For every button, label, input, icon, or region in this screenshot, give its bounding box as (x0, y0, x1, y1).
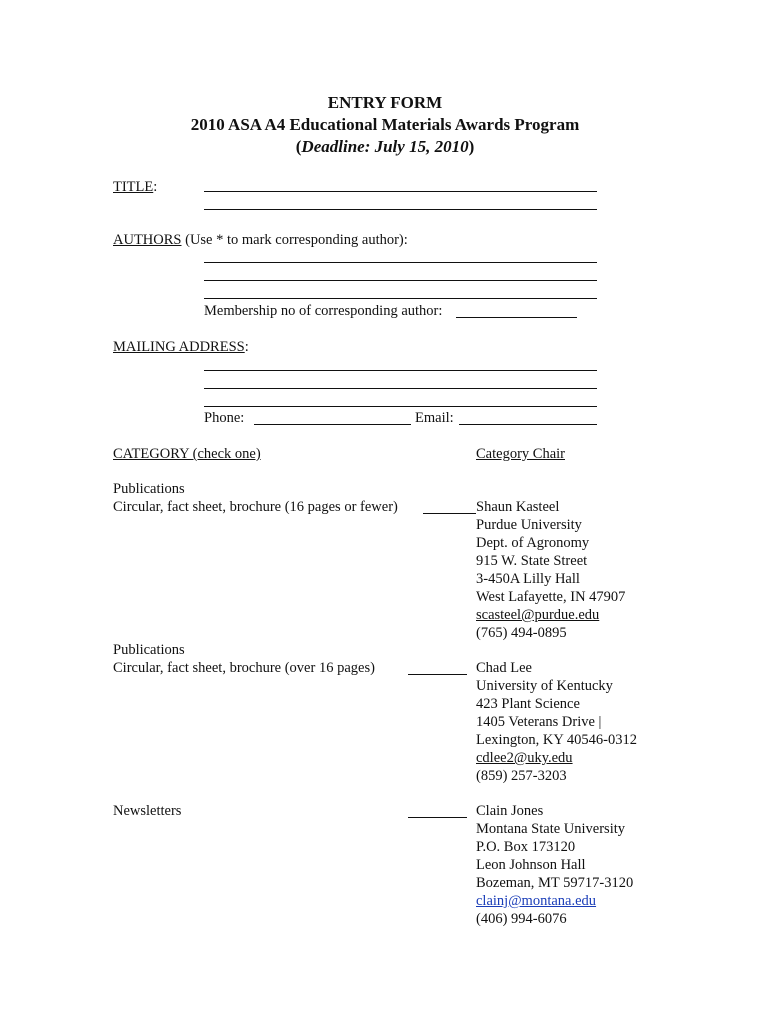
authors-line-3[interactable] (204, 298, 597, 299)
address-line-3[interactable] (204, 406, 597, 407)
chair-phone: (765) 494-0895 (476, 625, 567, 641)
membership-line[interactable] (456, 317, 577, 318)
chair-phone: (406) 994-6076 (476, 911, 567, 927)
category-header: CATEGORY (check one) (113, 446, 261, 462)
authors-line-1[interactable] (204, 262, 597, 263)
entry-3-chair (476, 802, 633, 928)
entry-2-group: Publications (113, 642, 185, 658)
form-heading: ENTRY FORM (327, 93, 443, 112)
chair-line: P.O. Box 173120 (476, 839, 576, 855)
chair-line: Bozeman, MT 59717-3120 (476, 875, 634, 891)
entry-2-chair (476, 659, 637, 785)
chair-line: 1405 Veterans Drive | (476, 714, 602, 730)
chair-line: Montana State University (476, 821, 626, 837)
program-title: 2010 ASA A4 Educational Materials Awards Program (190, 115, 580, 134)
chair-name: Chad Lee (476, 660, 532, 676)
chair-line: 3-450A Lilly Hall (476, 571, 580, 587)
entry-1-group: Publications (113, 481, 185, 497)
category-chair-header: Category Chair (476, 446, 565, 462)
chair-line: Purdue University (476, 517, 582, 533)
entry-2-name: Circular, fact sheet, brochure (over 16 pages) (113, 660, 375, 676)
address-line-2[interactable] (204, 388, 597, 389)
title-line-1[interactable] (204, 191, 597, 192)
entry-3-name: Newsletters (113, 803, 182, 819)
deadline-text: Deadline: July 15, 2010 (301, 137, 469, 156)
mailing-address-label: MAILING ADDRESS: (113, 339, 249, 355)
authors-line-2[interactable] (204, 280, 597, 281)
title-line-2[interactable] (204, 209, 597, 210)
phone-label: Phone: (204, 410, 245, 426)
chair-name: Shaun Kasteel (476, 499, 560, 515)
email-label: Email: (415, 410, 454, 426)
chair-line: Dept. of Agronomy (476, 535, 590, 551)
address-line-1[interactable] (204, 370, 597, 371)
entry-1-check-line[interactable] (423, 513, 476, 514)
entry-1-name: Circular, fact sheet, brochure (16 pages or fewer) (113, 499, 398, 515)
email-line[interactable] (459, 424, 597, 425)
chair-phone: (859) 257-3203 (476, 768, 567, 784)
title-label: TITLE: (113, 179, 158, 195)
chair-line: 423 Plant Science (476, 696, 580, 712)
chair-line: 915 W. State Street (476, 553, 588, 569)
chair-email-link[interactable]: scasteel@purdue.edu (476, 607, 600, 623)
chair-name: Clain Jones (476, 803, 544, 819)
entry-3-check-line[interactable] (408, 817, 467, 818)
authors-label: AUTHORS (Use * to mark corresponding author): (113, 232, 408, 248)
chair-email-link[interactable]: cdlee2@uky.edu (476, 750, 573, 766)
chair-email-link[interactable]: clainj@montana.edu (476, 893, 597, 909)
deadline: (Deadline: July 15, 2010) (295, 137, 475, 156)
chair-line: Lexington, KY 40546-0312 (476, 732, 637, 748)
entry-1-chair (476, 498, 625, 642)
membership-label: Membership no of corresponding author: (204, 303, 443, 319)
chair-line: Leon Johnson Hall (476, 857, 586, 873)
entry-2-check-line[interactable] (408, 674, 467, 675)
chair-line: West Lafayette, IN 47907 (476, 589, 626, 605)
phone-line[interactable] (254, 424, 411, 425)
chair-line: University of Kentucky (476, 678, 613, 694)
